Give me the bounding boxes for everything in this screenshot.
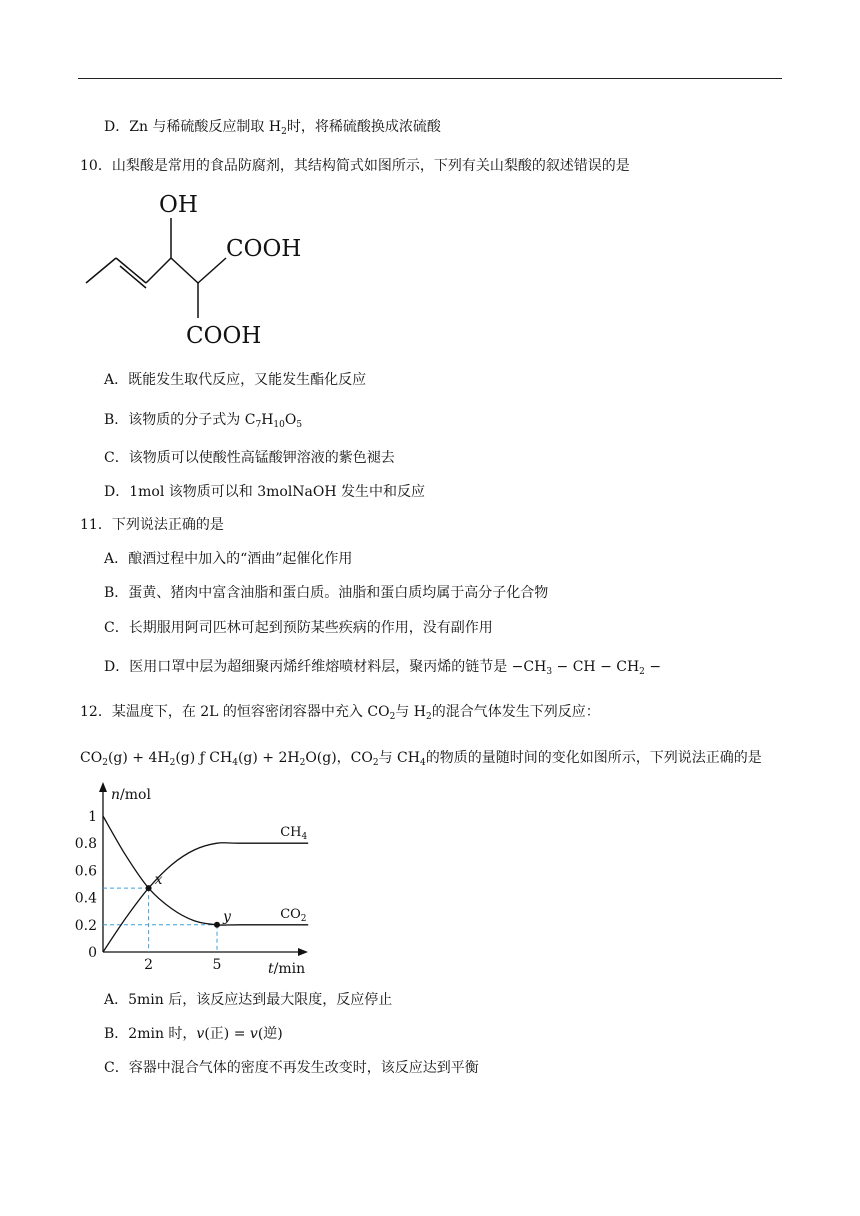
q10-option-d: D．1mol 该物质可以和 3molNaOH 发生中和反应: [104, 484, 426, 500]
point-label-y: y: [223, 908, 231, 925]
q12-option-b: B．2min 时，v(正) = v(逆): [104, 1026, 283, 1042]
sorbic-acid-structure: [80, 188, 320, 353]
y-tick-label: 1: [88, 809, 97, 825]
y-tick-label: 0.4: [74, 890, 97, 907]
struct-cooh-upper: COOH: [226, 236, 302, 262]
q11-option-a: A．酿酒过程中加入的“酒曲”起催化作用: [104, 551, 353, 567]
q12-option-c: C．容器中混合气体的密度不再发生改变时，该反应达到平衡: [104, 1060, 479, 1076]
q12-stem-2: $CO_2(g) + 4H_2(g)$ ƒ $CH_4(g) + 2H_2O(g)$，$CO_2$与 $CH_4$的物质的量随时间的变化如图所示，下列说法正确的是: [80, 750, 762, 768]
y-tick-label: 0: [88, 945, 97, 961]
q12-stem-1: 12．某温度下，在 2L 的恒容密闭容器中充入 $CO_2$与 $H_2$的混合气体发生下列反应：: [80, 704, 600, 722]
y-axis-arrow: [99, 782, 107, 792]
q12-option-a: A．5min 后，该反应达到最大限度，反应停止: [104, 992, 393, 1008]
q10-option-b: B．该物质的分子式为 $C_7H_{10}O_5$: [104, 412, 303, 430]
q10-stem: 10．山梨酸是常用的食品防腐剂，其结构简式如图所示，下列有关山梨酸的叙述错误的是: [80, 158, 630, 174]
struct-oh: OH: [159, 192, 198, 218]
q11-option-b: B．蛋黄、猪肉中富含油脂和蛋白质。油脂和蛋白质均属于高分子化合物: [104, 585, 549, 601]
y-tick-label: 0.8: [74, 836, 97, 853]
q11-option-d: D．医用口罩中层为超细聚丙烯纤维熔喷材料层，聚丙烯的链节是 $-CH_3$ − CH − $CH_2$ −: [104, 659, 662, 677]
point-x: [146, 885, 152, 891]
series-label-ch: $CH_4$: [280, 825, 308, 843]
y-tick-label: 0.6: [74, 863, 97, 880]
q9-option-d: D．Zn 与稀硫酸反应制取 $H_2$时，将稀硫酸换成浓硫酸: [104, 119, 441, 137]
q11-stem: 11．下列说法正确的是: [80, 517, 224, 533]
y-tick-label: 0.2: [74, 917, 97, 934]
x-axis-label: t/min: [268, 961, 306, 977]
x-tick-label: 2: [144, 957, 154, 973]
series-label-co: $CO_2$: [280, 906, 307, 924]
x-tick-label: 5: [212, 957, 222, 973]
series-line-ch: [103, 843, 308, 952]
q11-option-c: C．长期服用阿司匹林可起到预防某些疾病的作用，没有副作用: [104, 620, 493, 636]
series-line-co: [103, 816, 308, 925]
struct-cooh-lower: COOH: [186, 323, 262, 349]
q10-option-c: C．该物质可以使酸性高锰酸钾溶液的紫色褪去: [104, 450, 395, 466]
y-axis-label: n/mol: [111, 787, 151, 803]
header-rule: [78, 78, 782, 79]
point-y: [214, 922, 220, 928]
q10-option-a: A．既能发生取代反应，又能发生酯化反应: [104, 372, 367, 388]
n-vs-t-chart: [72, 778, 342, 978]
point-label-x: x: [154, 872, 163, 889]
x-axis-arrow: [298, 948, 308, 956]
